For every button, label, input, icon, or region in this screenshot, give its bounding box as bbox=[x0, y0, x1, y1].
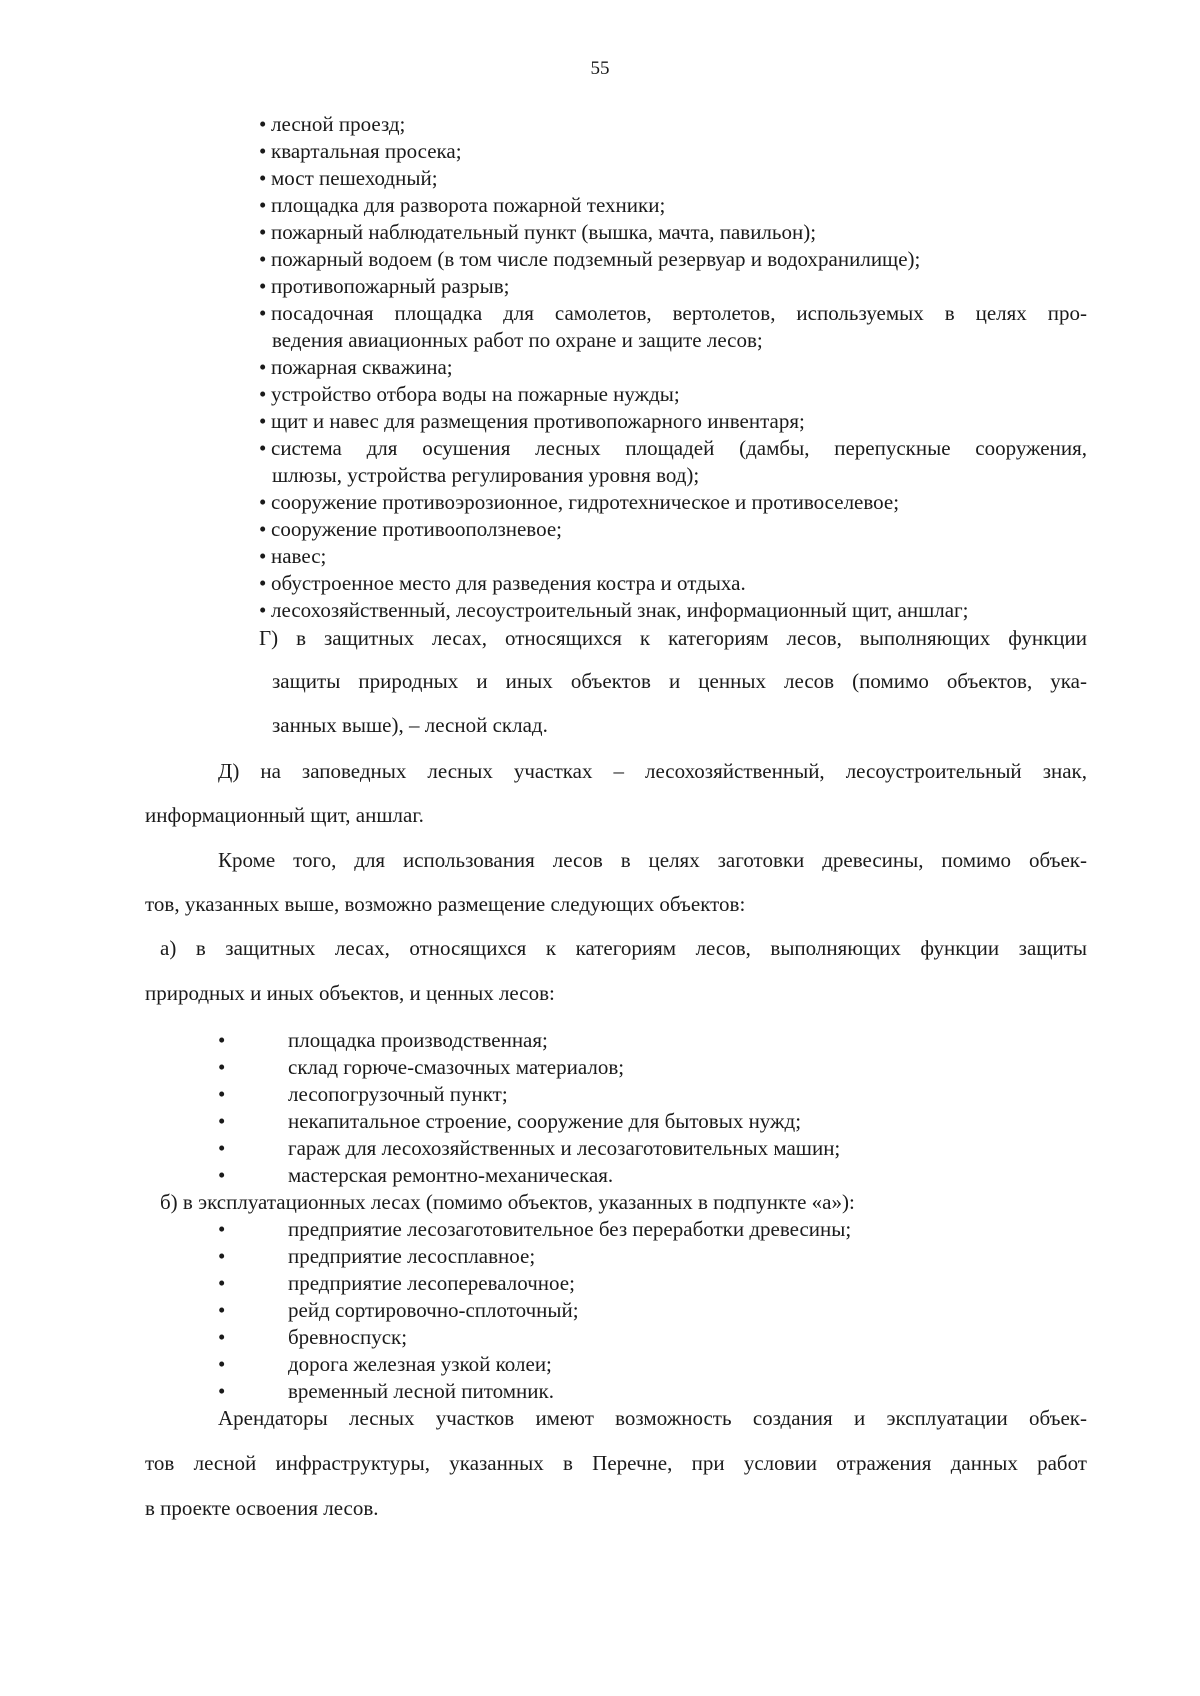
list-item: • посадочная площадка для самолетов, вертолетов, используемых в целях про- bbox=[259, 301, 1087, 325]
bullet-icon: • bbox=[259, 274, 267, 298]
paragraph-arend-line: в проекте освоения лесов. bbox=[145, 1496, 379, 1520]
paragraph-a-line: а) в защитных лесах, относящихся к категориям лесов, выполняющих функции защиты bbox=[160, 936, 1087, 960]
list-item: • пожарный наблюдательный пункт (вышка, мачта, павильон); bbox=[259, 220, 817, 244]
list-item: • пожарный водоем (в том числе подземный резервуар и водохранилище); bbox=[259, 247, 921, 271]
paragraph-g-line: Г) в защитных лесах, относящихся к категориям лесов, выполняющих функции bbox=[259, 626, 1087, 650]
list-item: рейд сортировочно-сплоточный; bbox=[288, 1298, 579, 1322]
bullet-icon: • bbox=[218, 1163, 226, 1187]
list-item: предприятие лесосплавное; bbox=[288, 1244, 536, 1268]
bullet-icon: • bbox=[259, 355, 267, 379]
bullet-icon: • bbox=[259, 490, 267, 514]
bullet-icon: • bbox=[259, 301, 267, 325]
list-item: склад горюче-смазочных материалов; bbox=[288, 1055, 625, 1079]
paragraph-a-line: природных и иных объектов, и ценных лесов: bbox=[145, 981, 555, 1005]
paragraph-krome-line: тов, указанных выше, возможно размещение следующих объектов: bbox=[145, 892, 746, 916]
list-item: гараж для лесохозяйственных и лесозаготовительных машин; bbox=[288, 1136, 841, 1160]
list-item: • площадка для разворота пожарной техники; bbox=[259, 193, 666, 217]
bullet-icon: • bbox=[218, 1055, 226, 1079]
paragraph-g-line: защиты природных и иных объектов и ценных лесов (помимо объектов, ука- bbox=[272, 669, 1087, 693]
paragraph-d-line: информационный щит, аншлаг. bbox=[145, 803, 424, 827]
bullet-icon: • bbox=[259, 571, 267, 595]
list-item: дорога железная узкой колеи; bbox=[288, 1352, 552, 1376]
list-item: • пожарная скважина; bbox=[259, 355, 453, 379]
list-item: лесопогрузочный пункт; bbox=[288, 1082, 508, 1106]
bullet-icon: • bbox=[218, 1271, 226, 1295]
bullet-icon: • bbox=[218, 1109, 226, 1133]
paragraph-arend-line: тов лесной инфраструктуры, указанных в Перечне, при условии отражения данных работ bbox=[145, 1451, 1087, 1475]
bullet-icon: • bbox=[259, 544, 267, 568]
bullet-icon: • bbox=[259, 409, 267, 433]
bullet-icon: • bbox=[259, 247, 267, 271]
bullet-icon: • bbox=[218, 1325, 226, 1349]
list-item: • устройство отбора воды на пожарные нужды; bbox=[259, 382, 680, 406]
list-item: • квартальная просека; bbox=[259, 139, 462, 163]
bullet-icon: • bbox=[259, 193, 267, 217]
bullet-icon: • bbox=[218, 1244, 226, 1268]
paragraph-b-line: б) в эксплуатационных лесах (помимо объектов, указанных в подпункте «а»): bbox=[160, 1190, 855, 1214]
bullet-icon: • bbox=[259, 382, 267, 406]
list-item: • сооружение противооползневое; bbox=[259, 517, 562, 541]
bullet-icon: • bbox=[218, 1217, 226, 1241]
list-item: • сооружение противоэрозионное, гидротехническое и противоселевое; bbox=[259, 490, 900, 514]
list-item: мастерская ремонтно-механическая. bbox=[288, 1163, 614, 1187]
list-item: • лесохозяйственный, лесоустроительный знак, информационный щит, аншлаг; bbox=[259, 598, 969, 622]
bullet-icon: • bbox=[259, 220, 267, 244]
list-item: • навес; bbox=[259, 544, 327, 568]
page-number: 55 bbox=[590, 58, 610, 79]
paragraph-krome-line: Кроме того, для использования лесов в целях заготовки древесины, помимо объек- bbox=[218, 848, 1087, 872]
list-item: временный лесной питомник. bbox=[288, 1379, 554, 1403]
list-item: предприятие лесозаготовительное без переработки древесины; bbox=[288, 1217, 852, 1241]
bullet-icon: • bbox=[218, 1082, 226, 1106]
bullet-icon: • bbox=[259, 139, 267, 163]
paragraph-arend-line: Арендаторы лесных участков имеют возможность создания и эксплуатации объек- bbox=[218, 1406, 1087, 1430]
list-item: • щит и навес для размещения противопожарного инвентаря; bbox=[259, 409, 805, 433]
list-item: • мост пешеходный; bbox=[259, 166, 438, 190]
list-item: • система для осушения лесных площадей (дамбы, перепускные сооружения, bbox=[259, 436, 1087, 460]
bullet-icon: • bbox=[259, 517, 267, 541]
list-item-continuation: шлюзы, устройства регулирования уровня вод); bbox=[272, 463, 700, 487]
list-item: бревноспуск; bbox=[288, 1325, 408, 1349]
bullet-icon: • bbox=[259, 112, 267, 136]
paragraph-d-line: Д) на заповедных лесных участках – лесохозяйственный, лесоустроительный знак, bbox=[218, 759, 1087, 783]
bullet-icon: • bbox=[218, 1352, 226, 1376]
list-item: • лесной проезд; bbox=[259, 112, 406, 136]
list-item: некапитальное строение, сооружение для бытовых нужд; bbox=[288, 1109, 802, 1133]
paragraph-g-line: занных выше), – лесной склад. bbox=[272, 713, 548, 737]
list-item-continuation: ведения авиационных работ по охране и защите лесов; bbox=[272, 328, 763, 352]
bullet-icon: • bbox=[218, 1136, 226, 1160]
bullet-icon: • bbox=[218, 1028, 226, 1052]
list-item: • противопожарный разрыв; bbox=[259, 274, 510, 298]
list-item: предприятие лесоперевалочное; bbox=[288, 1271, 575, 1295]
bullet-icon: • bbox=[259, 436, 267, 460]
bullet-icon: • bbox=[259, 166, 267, 190]
list-item: площадка производственная; bbox=[288, 1028, 548, 1052]
bullet-icon: • bbox=[218, 1379, 226, 1403]
list-item: • обустроенное место для разведения костра и отдыха. bbox=[259, 571, 746, 595]
bullet-icon: • bbox=[218, 1298, 226, 1322]
bullet-icon: • bbox=[259, 598, 267, 622]
